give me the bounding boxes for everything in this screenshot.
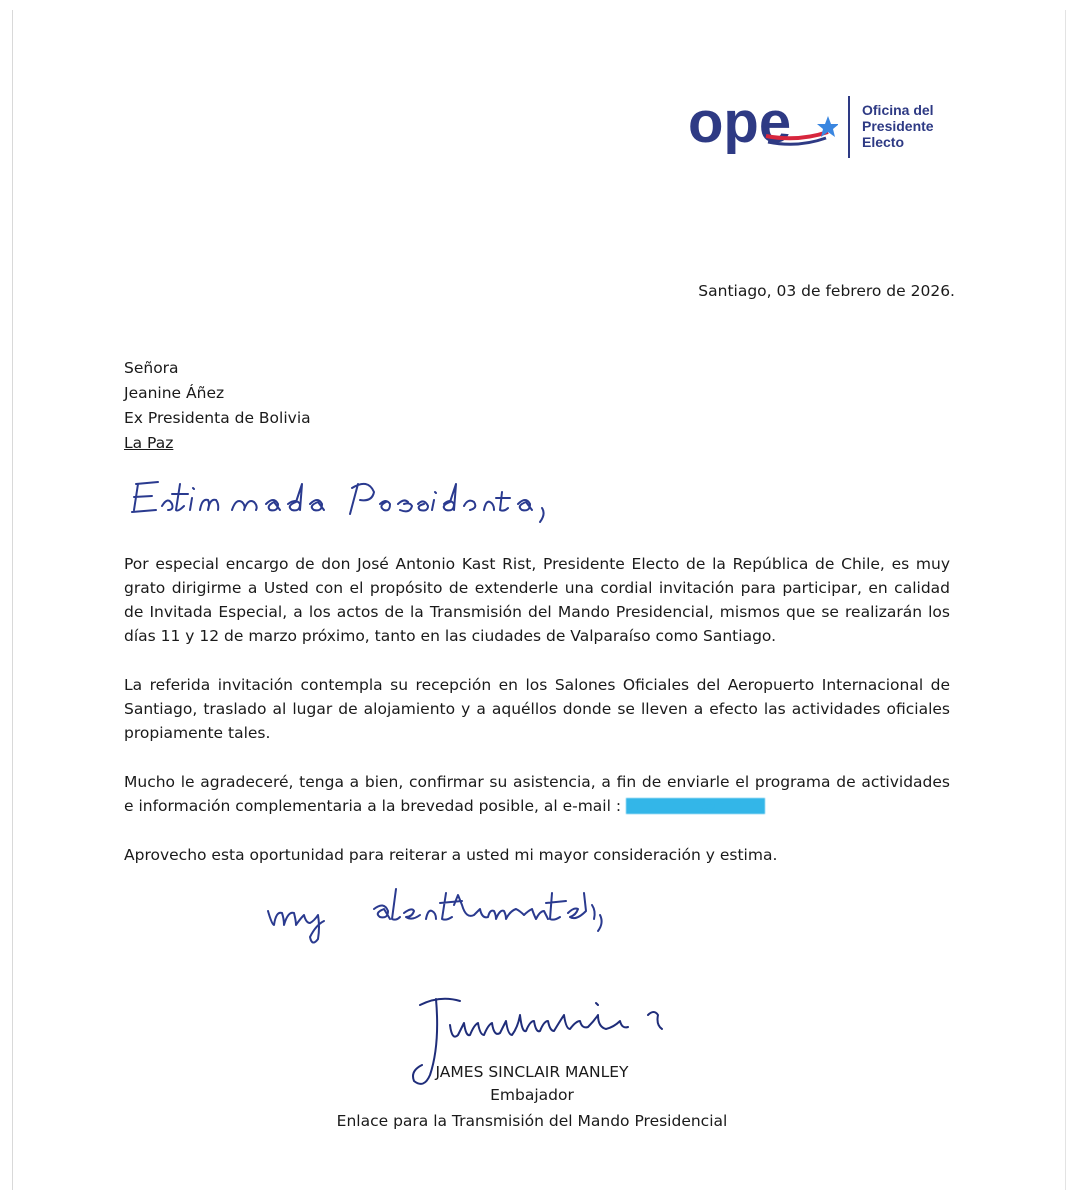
logo-divider [848, 96, 850, 158]
ope-wordmark: ope [688, 92, 792, 155]
addressee-title: Ex Presidenta de Bolivia [124, 409, 311, 427]
logo-caption-line: Electo [862, 134, 905, 150]
letter-date: Santiago, 03 de febrero de 2026. [698, 282, 955, 300]
handwritten-greeting [128, 470, 598, 530]
addressee-block [124, 356, 311, 456]
redacted-email-link[interactable]: protocolo@ope.cl [628, 797, 763, 815]
paragraph-confirmation [124, 770, 950, 818]
paragraph-regards: Aprovecho esta oportunidad para reiterar a usted mi mayor consideración y estima. [124, 846, 778, 864]
paragraph-invitation: Por especial encargo de don José Antonio Kast Rist, Presidente Electo de la República de Chile, es muy grato dirigirme a Usted con el propósito de extenderle una cordial invitación para participar, en calidad de Invitada Especial, a los actos de la Transmisión del Mando Presidencial, mismos que se realizarán los días 11 y 12 de marzo próximo, tanto en las ciudades de Valparaíso como Santiago. [124, 555, 950, 645]
logo-caption-line: Oficina del [862, 102, 934, 118]
addressee-salutation: Señora [124, 359, 179, 377]
logo-caption-line: Presidente [862, 118, 934, 134]
paragraph-reception: La referida invitación contempla su recepción en los Salones Oficiales del Aeropuerto Internacional de Santiago, traslado al lugar de alojamiento y a aquéllos donde se lleven a efecto las actividades oficiales propiamente tales. [124, 676, 950, 742]
addressee-name: Jeanine Áñez [124, 384, 225, 402]
ope-logo-mark [688, 92, 838, 164]
signer-name: JAMES SINCLAIR MANLEY [435, 1063, 629, 1081]
logo-caption [862, 102, 972, 150]
paragraph-confirmation-text: Mucho le agradeceré, tenga a bien, confirmar su asistencia, a fin de enviarle el programa de actividades e información complementaria a la brevedad posible, al e-mail : [124, 773, 950, 815]
handwritten-closing [262, 875, 692, 955]
signer-title: Embajador [490, 1086, 574, 1104]
signer-role: Enlace para la Transmisión del Mando Presidencial [336, 1112, 728, 1130]
addressee-city: La Paz [124, 434, 174, 452]
ope-logo [688, 92, 978, 172]
